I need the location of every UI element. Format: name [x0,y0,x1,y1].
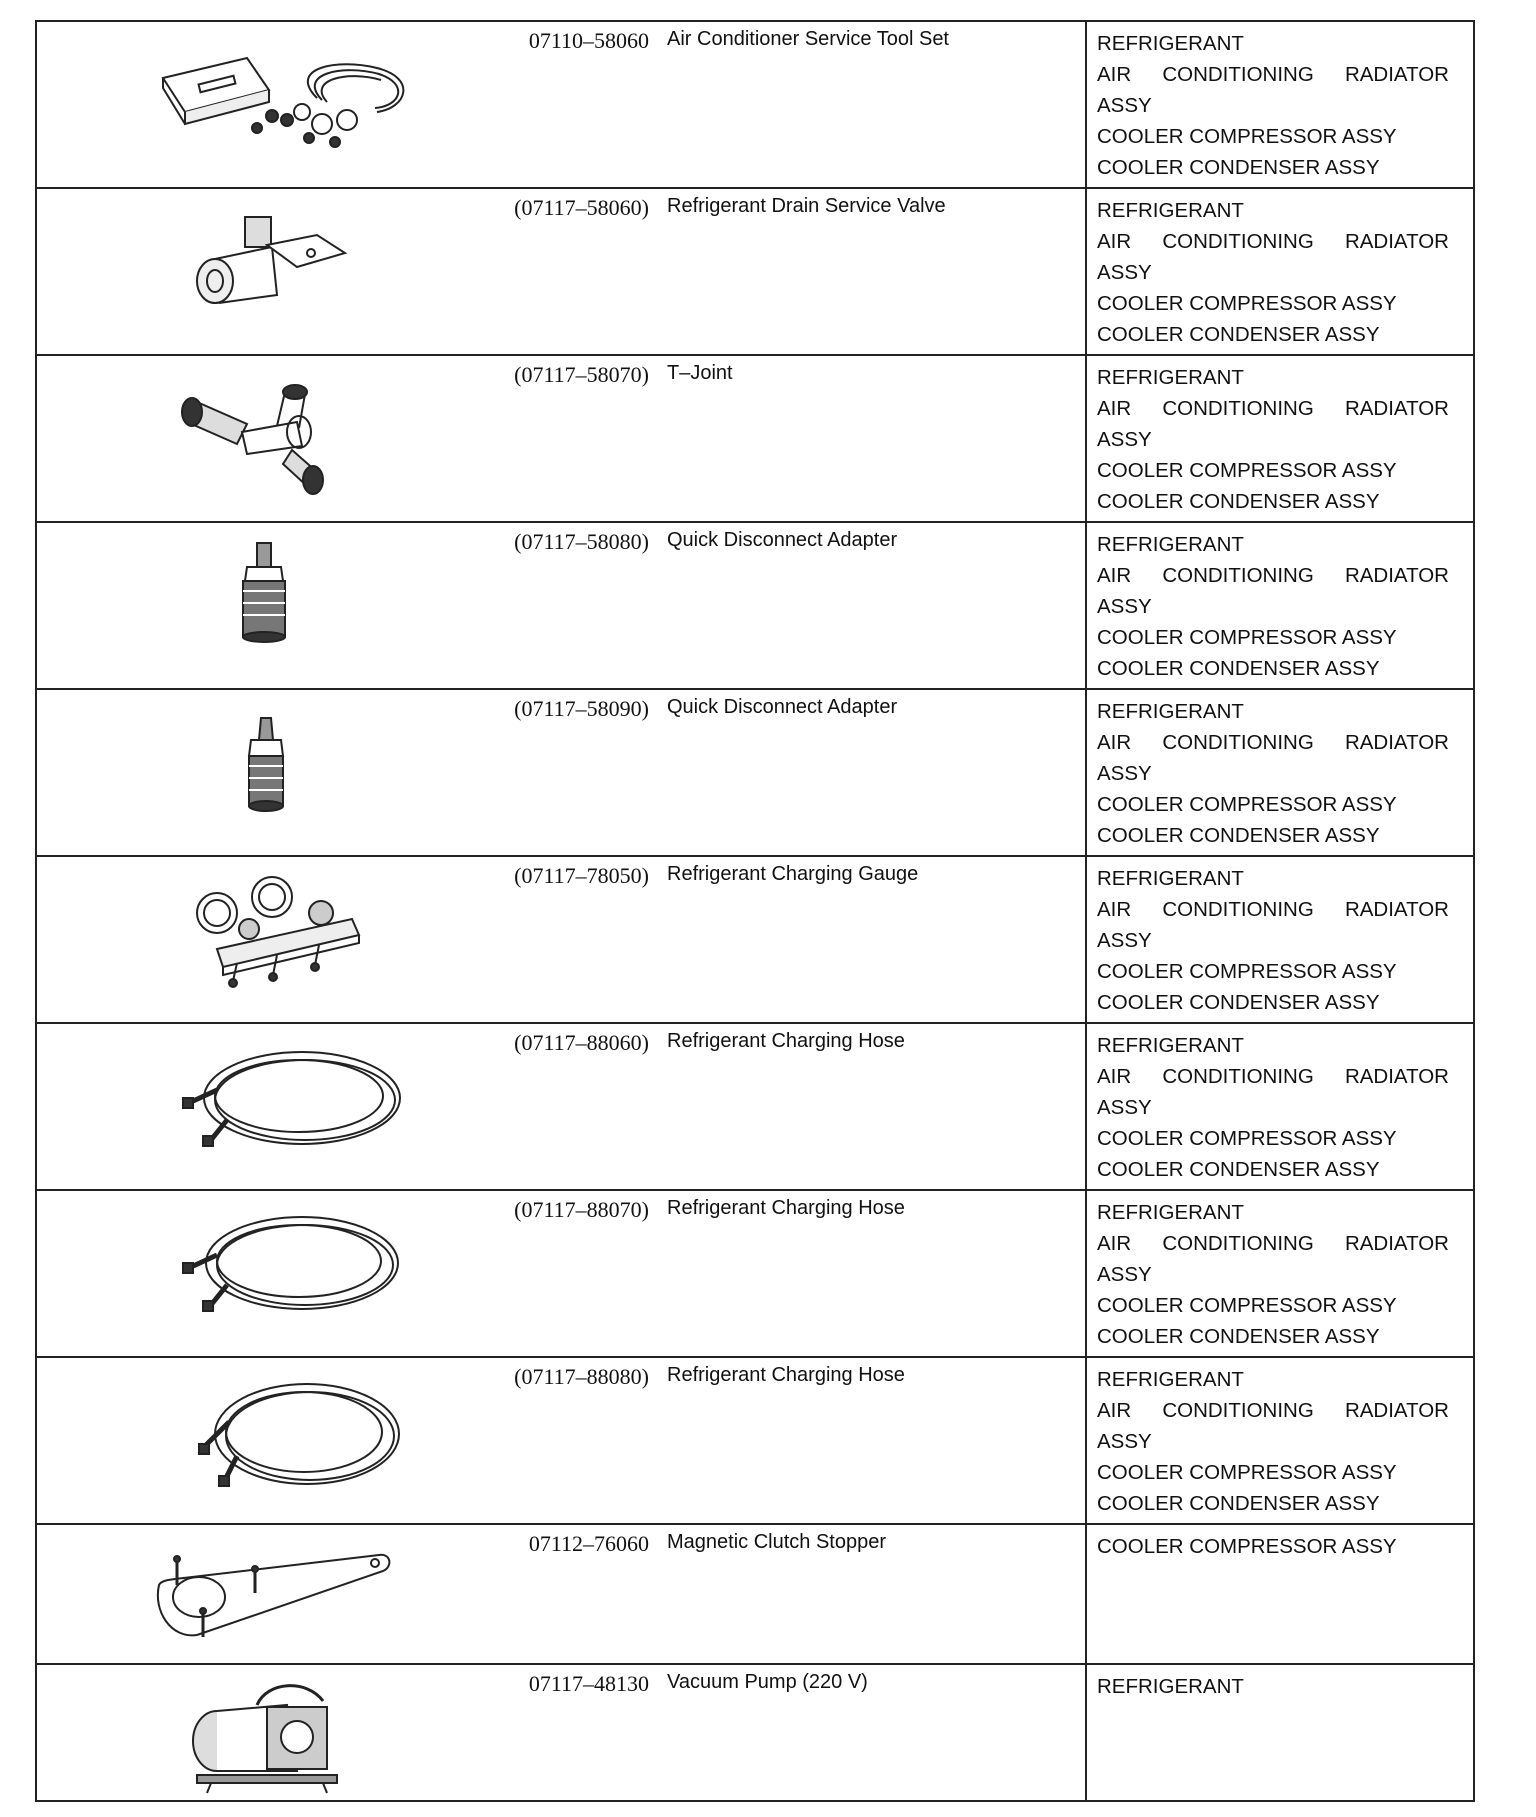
application-word: CONDITIONING [1162,63,1314,86]
part-number: (07117–88070) [514,1197,649,1222]
application-word: RADIATOR [1344,564,1449,587]
application-line: REFRIGERANT [1097,1201,1244,1224]
tool-cell [36,689,1086,856]
t-joint-icon [87,362,427,508]
table-row [36,355,1474,522]
tool-cell [36,856,1086,1023]
application-line: COOLER COMPRESSOR ASSY [1097,793,1397,816]
application-line: COOLER CONDENSER ASSY [1097,156,1380,179]
application-word: RADIATOR [1344,1065,1449,1088]
tool-name: Refrigerant Charging Hose [667,1197,905,1219]
application-word: CONDITIONING [1162,1065,1314,1088]
applications-cell [1086,1190,1474,1357]
application-word: AIR [1097,1232,1132,1255]
part-number: 07112–76060 [528,1531,649,1556]
application-word: RADIATOR [1344,898,1449,921]
application-line: COOLER COMPRESSOR ASSY [1097,125,1397,148]
tool-name: T–Joint [667,362,733,384]
part-number: 07117–48130 [528,1671,649,1696]
part-number: (07117–78050) [514,863,649,888]
application-line: ASSY [1097,595,1152,618]
applications-cell [1086,522,1474,689]
tool-name: Air Conditioner Service Tool Set [667,28,949,50]
application-word: RADIATOR [1344,1399,1449,1422]
application-word: RADIATOR [1344,731,1449,754]
tool-name: Refrigerant Drain Service Valve [667,195,946,217]
application-line: ASSY [1097,261,1152,284]
tool-name: Magnetic Clutch Stopper [667,1531,887,1553]
vacuum-pump-icon [87,1671,427,1817]
application-word: RADIATOR [1344,1232,1449,1255]
charging-hose-icon [87,1197,427,1343]
application-line [1097,560,1449,591]
application-line: ASSY [1097,428,1152,451]
tool-cell [36,188,1086,355]
application-line: ASSY [1097,1263,1152,1286]
application-word: CONDITIONING [1162,731,1314,754]
table-row [36,689,1474,856]
application-word: RADIATOR [1344,63,1449,86]
application-line: COOLER COMPRESSOR ASSY [1097,459,1397,482]
application-line [1097,1228,1449,1259]
quick-disconnect-adapter-icon [87,529,427,675]
table-row [36,1664,1474,1801]
application-line [1097,894,1449,925]
application-line: REFRIGERANT [1097,1368,1244,1391]
application-word: AIR [1097,397,1132,420]
application-line: REFRIGERANT [1097,533,1244,556]
application-line: COOLER COMPRESSOR ASSY [1097,292,1397,315]
application-line: COOLER CONDENSER ASSY [1097,323,1380,346]
application-line [1097,59,1449,90]
application-word: AIR [1097,230,1132,253]
application-line [1097,1061,1449,1092]
application-line [1097,1395,1449,1426]
application-word: AIR [1097,564,1132,587]
part-number: (07117–58060) [514,195,649,220]
tool-cell [36,522,1086,689]
drain-service-valve-icon [87,195,427,341]
service-tool-set-icon [87,28,427,174]
application-word: CONDITIONING [1162,397,1314,420]
application-line: COOLER CONDENSER ASSY [1097,490,1380,513]
application-word: AIR [1097,1399,1132,1422]
application-line [1097,226,1449,257]
application-line [1097,727,1449,758]
application-word: AIR [1097,898,1132,921]
tool-cell [36,1357,1086,1524]
application-line: ASSY [1097,929,1152,952]
applications-cell [1086,1524,1474,1664]
application-word: AIR [1097,731,1132,754]
application-line: REFRIGERANT [1097,1034,1244,1057]
table-row [36,188,1474,355]
application-line: COOLER COMPRESSOR ASSY [1097,1535,1397,1558]
tool-cell [36,1664,1086,1801]
tool-cell [36,355,1086,522]
tool-cell [36,21,1086,188]
application-line: COOLER COMPRESSOR ASSY [1097,1294,1397,1317]
application-line: COOLER CONDENSER ASSY [1097,1158,1380,1181]
tool-name: Refrigerant Charging Gauge [667,863,919,885]
application-line: REFRIGERANT [1097,1675,1244,1698]
special-service-tools-table [35,20,1475,1802]
application-line: COOLER COMPRESSOR ASSY [1097,960,1397,983]
application-line: REFRIGERANT [1097,867,1244,890]
application-word: CONDITIONING [1162,1399,1314,1422]
charging-hose-icon [87,1030,427,1176]
applications-cell [1086,355,1474,522]
application-word: CONDITIONING [1162,898,1314,921]
part-number: (07117–58070) [514,362,649,387]
applications-cell [1086,689,1474,856]
application-line: ASSY [1097,1096,1152,1119]
application-line: COOLER CONDENSER ASSY [1097,657,1380,680]
charging-hose-icon [87,1364,427,1510]
table-row [36,1357,1474,1524]
quick-disconnect-adapter-small-icon [87,696,427,842]
part-number: 07110–58060 [528,28,649,53]
application-line: COOLER CONDENSER ASSY [1097,824,1380,847]
part-number: (07117–88080) [514,1364,649,1389]
table-row [36,856,1474,1023]
application-line: REFRIGERANT [1097,199,1244,222]
applications-cell [1086,1023,1474,1190]
charging-gauge-icon [87,863,427,1009]
table-row [36,522,1474,689]
application-line: ASSY [1097,1430,1152,1453]
application-word: CONDITIONING [1162,230,1314,253]
tool-cell [36,1190,1086,1357]
table-row [36,1190,1474,1357]
application-word: RADIATOR [1344,230,1449,253]
tool-cell [36,1524,1086,1664]
tool-cell [36,1023,1086,1190]
application-line: REFRIGERANT [1097,32,1244,55]
application-word: AIR [1097,63,1132,86]
application-word: CONDITIONING [1162,564,1314,587]
application-line: COOLER CONDENSER ASSY [1097,1492,1380,1515]
applications-cell [1086,21,1474,188]
tool-name: Refrigerant Charging Hose [667,1364,905,1386]
magnetic-clutch-stopper-icon [87,1531,427,1677]
application-word: AIR [1097,1065,1132,1088]
application-line: REFRIGERANT [1097,366,1244,389]
part-number: (07117–58080) [514,529,649,554]
part-number: (07117–88060) [514,1030,649,1055]
application-line: COOLER CONDENSER ASSY [1097,991,1380,1014]
application-line: COOLER CONDENSER ASSY [1097,1325,1380,1348]
application-line: COOLER COMPRESSOR ASSY [1097,626,1397,649]
tool-name: Vacuum Pump (220 V) [667,1671,868,1693]
tool-name: Refrigerant Charging Hose [667,1030,905,1052]
application-line [1097,393,1449,424]
application-word: RADIATOR [1344,397,1449,420]
application-line: ASSY [1097,94,1152,117]
tool-name: Quick Disconnect Adapter [667,696,898,718]
part-number: (07117–58090) [514,696,649,721]
table-row [36,21,1474,188]
table-row [36,1023,1474,1190]
applications-cell [1086,1664,1474,1801]
applications-cell [1086,1357,1474,1524]
applications-cell [1086,856,1474,1023]
application-line: COOLER COMPRESSOR ASSY [1097,1127,1397,1150]
application-line: COOLER COMPRESSOR ASSY [1097,1461,1397,1484]
application-line: ASSY [1097,762,1152,785]
application-word: CONDITIONING [1162,1232,1314,1255]
application-line: REFRIGERANT [1097,700,1244,723]
table-row [36,1524,1474,1664]
tool-name: Quick Disconnect Adapter [667,529,898,551]
applications-cell [1086,188,1474,355]
